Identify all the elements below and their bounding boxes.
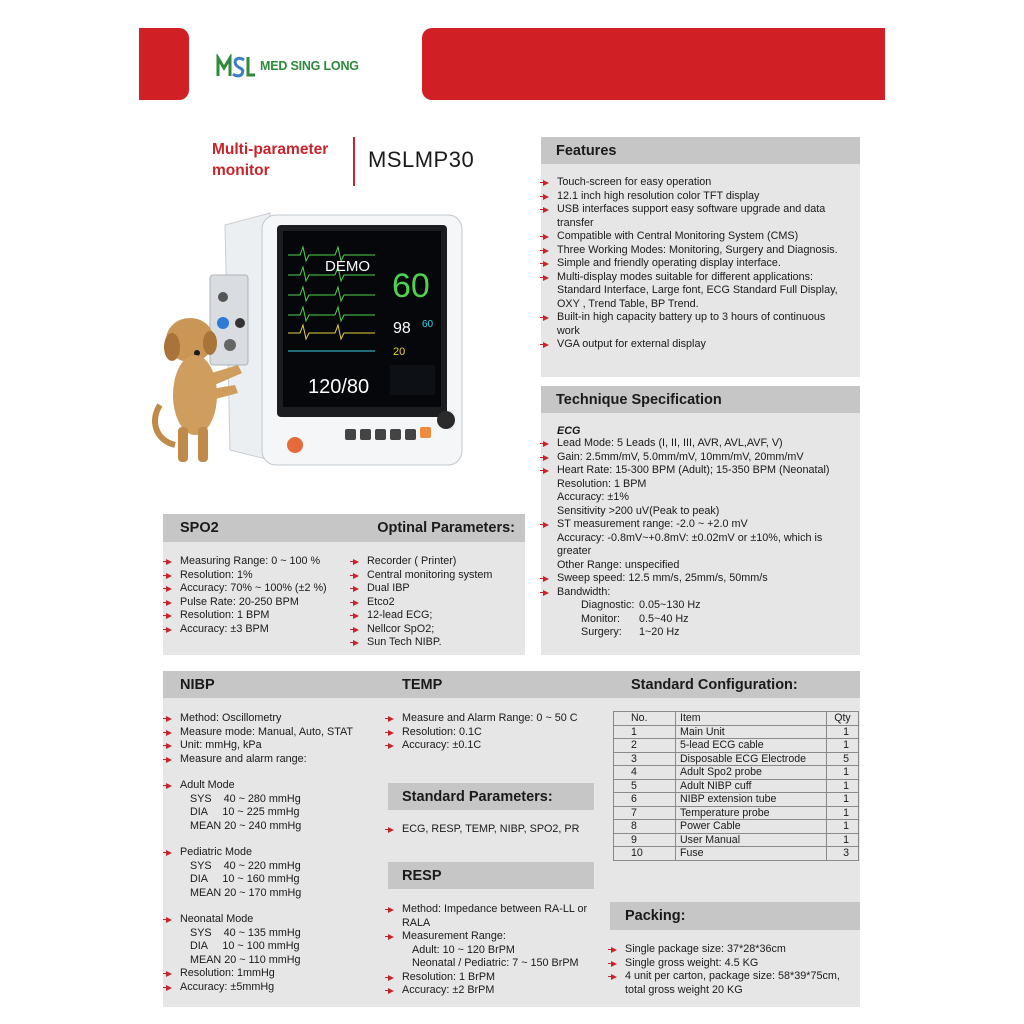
table-cell: Adult NIBP cuff [676,779,827,793]
table-row [614,766,859,780]
list-item: ST measurement range: -2.0 ~ +2.0 mV [543,518,853,532]
bandwidth-row [581,626,853,640]
standard-params-heading-text: Standard Parameters: [402,788,553,805]
table-row [614,779,859,793]
temp-heading: TEMP [402,677,443,693]
table-row [614,739,859,753]
list-item: Neonatal Mode [166,913,381,927]
table-cell: 1 [827,820,859,834]
table-cell: 10 [614,847,676,861]
table-cell: 1 [827,725,859,739]
table-header-row [614,712,859,726]
bandwidth-value: 0.05~130 Hz [639,599,701,611]
list-item: Dual IBP [353,582,523,596]
list-item: Accuracy: ±0.1C [388,739,598,753]
list-item: DIA 10 ~ 225 mmHg [190,806,300,818]
list-item: Accuracy: ±5mmHg [166,981,381,995]
table-cell: 6 [614,793,676,807]
table-row [614,820,859,834]
list-item: Pediatric Mode [166,846,381,860]
standard-config-table [613,711,859,861]
temp-list [388,712,598,753]
brand-logo [216,53,359,79]
resp-heading-text: RESP [402,867,442,884]
list-item: Accuracy: -0.8mV~+0.8mV: ±0.02mV or ±10%, which is greater [557,531,823,557]
packing-heading-text: Packing: [625,908,686,924]
resp-heading [388,862,594,889]
power-button [287,437,303,453]
bandwidth-value: 0.5~40 Hz [639,612,689,625]
table-row [614,725,859,739]
table-cell: Adult Spo2 probe [676,766,827,780]
list-item: Measure mode: Manual, Auto, STAT [166,726,381,740]
technique-heading-text: Technique Specification [556,391,722,408]
list-item: Measurement Range: [388,930,598,944]
table-cell: 9 [614,833,676,847]
list-item: Other Range: unspecified [557,558,680,571]
list-item: MEAN 20 ~ 240 mmHg [190,819,302,832]
spo2-heading-text: SPO2 [180,520,219,536]
product-model: MSLMP30 [368,147,475,172]
list-item: Pulse Rate: 20-250 BPM [166,596,351,610]
features-list [543,176,848,352]
list-item: Recorder ( Printer) [353,555,523,569]
list-item: Sweep speed: 12.5 mm/s, 25mm/s, 50mm/s [543,572,853,586]
standard-params-list [388,823,598,837]
bandwidth-value: 1~20 Hz [639,626,680,638]
screen-nibp-value: 120/80 [308,376,370,398]
list-item: MEAN 20 ~ 110 mmHg [190,953,301,966]
table-header-cell: Qty [827,712,859,726]
list-item: Resolution: 1% [166,569,351,583]
header-accent-left [139,28,189,100]
bandwidth-row [581,599,853,613]
screen-hr-value: 60 [392,267,430,305]
header-accent-right [422,28,885,100]
screen-demo-label: DEMO [325,258,370,275]
optional-list [353,555,523,650]
standard-config-heading: Standard Configuration: [631,677,798,693]
features-heading-text: Features [556,142,617,159]
screen-temp-value: 20 [393,346,406,358]
list-item: Touch-screen for easy operation [543,176,848,190]
table-header-cell: Item [676,712,827,726]
nibp-list [166,712,381,994]
product-title [212,139,347,181]
list-item: Unit: mmHg, kPa [166,739,381,753]
nibp-heading: NIBP [180,677,215,693]
packing-heading [610,902,860,930]
list-item: Method: Impedance between RA-LL or RALA [388,903,598,930]
list-item: Etco2 [353,596,523,610]
table-cell: 5 [827,752,859,766]
list-item: Measure and alarm range: [166,753,381,767]
table-cell: 8 [614,820,676,834]
spo2-list [166,555,351,636]
bandwidth-label: Diagnostic: [581,599,635,611]
product-title-line2: monitor [212,162,270,179]
table-cell: Power Cable [676,820,827,834]
list-item: Lead Mode: 5 Leads (I, II, III, AVR, AVL,AVF, V) [543,437,853,451]
technique-body [543,425,853,640]
table-cell: 1 [827,779,859,793]
list-item: Nellcor SpO2; [353,623,523,637]
product-photo [150,205,465,475]
list-item: Compatible with Central Monitoring System (CMS) [543,230,848,244]
table-cell: 1 [827,766,859,780]
list-item: Adult: 10 ~ 120 BrPM [412,943,515,956]
list-item: VGA output for external display [543,338,848,352]
list-item: Bandwidth: [543,586,853,600]
list-item: Built-in high capacity battery up to 3 hours of continuous work [543,311,848,338]
list-item: Resolution: 1 BrPM [388,971,598,985]
screen-resp-value: 60 [422,319,434,330]
list-item: Measuring Range: 0 ~ 100 % [166,555,351,569]
brand-name: MED SING LONG [260,59,359,73]
list-item: Resolution: 0.1C [388,726,598,740]
list-item: DIA 10 ~ 100 mmHg [190,940,300,952]
list-item: Gain: 2.5mm/mV, 5.0mm/mV, 10mm/mV, 20mm/mV [543,451,853,465]
list-item: Simple and friendly operating display interface. [543,257,848,271]
table-cell: 3 [827,847,859,861]
msl-logo-icon [216,54,256,78]
list-item: Three Working Modes: Monitoring, Surgery and Diagnosis. [543,244,848,258]
technique-heading [541,386,860,413]
table-cell: 1 [827,806,859,820]
list-item: Accuracy: ±1% [557,491,629,503]
features-heading [541,137,860,164]
table-row [614,847,859,861]
resp-list [388,903,598,998]
table-cell: User Manual [676,833,827,847]
optional-heading-text: Optinal Parameters: [377,520,515,536]
list-item: DIA 10 ~ 160 mmHg [190,873,300,885]
list-item: Central monitoring system [353,569,523,583]
packing-list [611,943,851,997]
list-item: USB interfaces support easy software upgrade and data transfer [543,203,848,230]
table-cell: NIBP extension tube [676,793,827,807]
list-item: Resolution: 1 BPM [557,477,647,490]
table-cell: 4 [614,766,676,780]
list-item: Multi-display modes suitable for different applications: Standard Interface, Large font, ECG Standard Full Display, OXY , Trend Table, BP Trend. [543,271,848,312]
list-item: MEAN 20 ~ 170 mmHg [190,886,302,899]
technique-list [543,437,853,599]
list-item: Accuracy: ±2 BrPM [388,984,598,998]
table-cell: Disposable ECG Electrode [676,752,827,766]
table-cell: Main Unit [676,725,827,739]
ecg-label: ECG [557,425,581,437]
bandwidth-row [581,613,853,627]
list-item: 12-lead ECG; [353,609,523,623]
table-cell: Temperature probe [676,806,827,820]
list-item: 12.1 inch high resolution color TFT display [543,190,848,204]
list-item: Neonatal / Pediatric: 7 ~ 150 BrPM [412,957,579,969]
bandwidth-label: Surgery: [581,626,622,638]
screen-spo2-value: 98 [393,320,411,337]
table-row [614,833,859,847]
table-row [614,752,859,766]
list-item: Adult Mode [166,779,381,793]
title-divider [353,137,355,186]
list-item: Sensitivity >200 uV(Peak to peak) [557,504,720,517]
list-item: Accuracy: ±3 BPM [166,623,351,637]
table-row [614,806,859,820]
list-item: SYS 40 ~ 135 mmHg [190,926,301,939]
list-item: Heart Rate: 15-300 BPM (Adult); 15-350 BPM (Neonatal) [543,464,853,478]
list-item: Measure and Alarm Range: 0 ~ 50 C [388,712,598,726]
table-cell: 5 [614,779,676,793]
product-title-line1: Multi-parameter [212,141,329,158]
table-header-cell: No. [614,712,676,726]
list-item: Resolution: 1 BPM [166,609,351,623]
table-cell: 2 [614,739,676,753]
list-item: SYS 40 ~ 280 mmHg [190,792,301,805]
standard-params-heading [388,783,594,810]
table-cell: 1 [827,793,859,807]
table-cell: Fuse [676,847,827,861]
bandwidth-label: Monitor: [581,612,621,625]
list-item: Method: Oscillometry [166,712,381,726]
table-cell: 3 [614,752,676,766]
table-cell: 1 [614,725,676,739]
table-cell: 1 [827,833,859,847]
list-item: Accuracy: 70% ~ 100% (±2 %) [166,582,351,596]
list-item: Single gross weight: 4.5 KG [611,957,851,971]
list-item: SYS 40 ~ 220 mmHg [190,859,301,872]
rotary-knob [437,411,455,429]
table-cell: 1 [827,739,859,753]
list-item: 4 unit per carton, package size: 58*39*75cm, total gross weight 20 KG [611,970,851,997]
list-item: Single package size: 37*28*36cm [611,943,851,957]
list-item: Resolution: 1mmHg [166,967,381,981]
table-row [614,793,859,807]
table-cell: 5-lead ECG cable [676,739,827,753]
bandwidth-table [543,599,853,640]
list-item: ECG, RESP, TEMP, NIBP, SPO2, PR [388,823,598,837]
list-item: Sun Tech NIBP. [353,636,523,650]
table-cell: 7 [614,806,676,820]
spo2-heading [163,514,525,542]
